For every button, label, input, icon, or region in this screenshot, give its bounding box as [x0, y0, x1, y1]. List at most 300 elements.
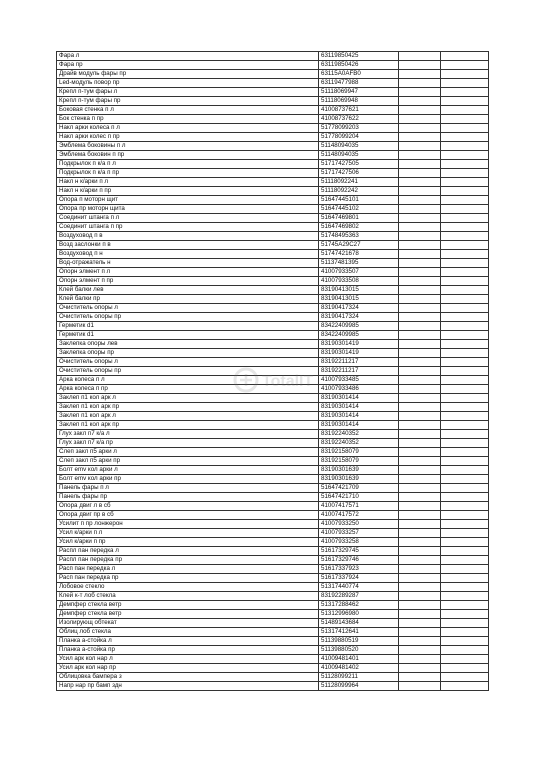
empty-cell-a — [399, 385, 441, 394]
empty-cell-b — [441, 358, 489, 367]
part-number-cell: 51717427506 — [319, 169, 399, 178]
empty-cell-b — [441, 268, 489, 277]
table-row — [57, 412, 489, 421]
part-name-cell: Накл арки колес п пр — [57, 133, 319, 142]
part-number-cell: 51647421710 — [319, 493, 399, 502]
part-name-cell: Лобовое стекло — [57, 583, 319, 592]
part-number-cell: 51148094035 — [319, 142, 399, 151]
empty-cell-b — [441, 313, 489, 322]
part-name-cell: Заклеп п1 кол арк л — [57, 412, 319, 421]
empty-cell-a — [399, 52, 441, 61]
table-row — [57, 457, 489, 466]
part-number-cell: 51748495363 — [319, 232, 399, 241]
empty-cell-a — [399, 79, 441, 88]
part-number-cell: 83422409985 — [319, 331, 399, 340]
table-row — [57, 169, 489, 178]
empty-cell-b — [441, 439, 489, 448]
empty-cell-a — [399, 142, 441, 151]
empty-cell-b — [441, 466, 489, 475]
empty-cell-a — [399, 520, 441, 529]
table-row — [57, 610, 489, 619]
empty-cell-b — [441, 349, 489, 358]
part-number-cell: 51128099211 — [319, 673, 399, 682]
part-name-cell: Соединит штанга п пр — [57, 223, 319, 232]
part-name-cell: Планка а-стойка пр — [57, 646, 319, 655]
part-number-cell: 51747421678 — [319, 250, 399, 259]
part-number-cell: 51317412641 — [319, 628, 399, 637]
table-row — [57, 187, 489, 196]
empty-cell-a — [399, 448, 441, 457]
table-row — [57, 223, 489, 232]
part-name-cell: Крепл п-тум фары л — [57, 88, 319, 97]
part-name-cell: Заклеп п1 кол арк пр — [57, 421, 319, 430]
table-row — [57, 259, 489, 268]
part-name-cell: Опора двиг пр в сб — [57, 511, 319, 520]
empty-cell-a — [399, 583, 441, 592]
part-name-cell: Клей балки пр — [57, 295, 319, 304]
part-name-cell: Очиститель опоры пр — [57, 313, 319, 322]
part-number-cell: 51139880519 — [319, 637, 399, 646]
part-number-cell: 51647445102 — [319, 205, 399, 214]
empty-cell-b — [441, 178, 489, 187]
empty-cell-b — [441, 196, 489, 205]
empty-cell-b — [441, 79, 489, 88]
part-number-cell: 41007417571 — [319, 502, 399, 511]
empty-cell-b — [441, 412, 489, 421]
part-number-cell: 83190301414 — [319, 412, 399, 421]
part-number-cell: 83190301414 — [319, 421, 399, 430]
empty-cell-b — [441, 628, 489, 637]
table-row — [57, 538, 489, 547]
table-row — [57, 520, 489, 529]
empty-cell-a — [399, 610, 441, 619]
watermark-text: TotalIT — [262, 373, 314, 390]
part-number-cell: 83190301419 — [319, 340, 399, 349]
empty-cell-b — [441, 394, 489, 403]
empty-cell-a — [399, 493, 441, 502]
table-row — [57, 151, 489, 160]
part-name-cell: Вод-отражатель н — [57, 259, 319, 268]
part-name-cell: Герметик d1 — [57, 331, 319, 340]
part-number-cell: 83190413015 — [319, 295, 399, 304]
part-number-cell: 41007933507 — [319, 268, 399, 277]
part-number-cell: 41009481401 — [319, 655, 399, 664]
table-row — [57, 349, 489, 358]
empty-cell-a — [399, 277, 441, 286]
part-name-cell: Драйв модуль фары пр — [57, 70, 319, 79]
empty-cell-a — [399, 475, 441, 484]
empty-cell-b — [441, 574, 489, 583]
empty-cell-a — [399, 376, 441, 385]
empty-cell-b — [441, 646, 489, 655]
table-row — [57, 52, 489, 61]
part-number-cell: 41007933486 — [319, 385, 399, 394]
empty-cell-b — [441, 331, 489, 340]
part-name-cell: Led-модуль повор пр — [57, 79, 319, 88]
part-name-cell: Фара л — [57, 52, 319, 61]
empty-cell-b — [441, 142, 489, 151]
part-number-cell: 51617337924 — [319, 574, 399, 583]
empty-cell-b — [441, 295, 489, 304]
part-number-cell: 51647469802 — [319, 223, 399, 232]
part-name-cell: Накл н к/арки п пр — [57, 187, 319, 196]
empty-cell-a — [399, 313, 441, 322]
table-row — [57, 106, 489, 115]
empty-cell-a — [399, 295, 441, 304]
part-number-cell: 51137481395 — [319, 259, 399, 268]
part-name-cell: Накл арки колеса п л — [57, 124, 319, 133]
empty-cell-a — [399, 250, 441, 259]
table-row — [57, 655, 489, 664]
empty-cell-b — [441, 538, 489, 547]
empty-cell-b — [441, 556, 489, 565]
part-name-cell: Усил к/арки п пр — [57, 538, 319, 547]
part-number-cell: 83190417324 — [319, 313, 399, 322]
part-name-cell: Глух закл п7 к/а л — [57, 430, 319, 439]
empty-cell-b — [441, 187, 489, 196]
table-row — [57, 178, 489, 187]
empty-cell-b — [441, 250, 489, 259]
part-name-cell: Облиц лоб стекла — [57, 628, 319, 637]
part-number-cell: 83190301419 — [319, 349, 399, 358]
part-number-cell: 51148094035 — [319, 151, 399, 160]
table-row — [57, 511, 489, 520]
empty-cell-a — [399, 511, 441, 520]
empty-cell-b — [441, 664, 489, 673]
empty-cell-a — [399, 304, 441, 313]
empty-cell-a — [399, 394, 441, 403]
empty-cell-b — [441, 601, 489, 610]
empty-cell-b — [441, 403, 489, 412]
part-name-cell: Клей балки лев — [57, 286, 319, 295]
part-number-cell: 83422409985 — [319, 322, 399, 331]
part-name-cell: Подкрылок п к/а п л — [57, 160, 319, 169]
empty-cell-b — [441, 304, 489, 313]
empty-cell-a — [399, 322, 441, 331]
part-number-cell: 51778099204 — [319, 133, 399, 142]
table-row — [57, 439, 489, 448]
table-row — [57, 313, 489, 322]
table-row — [57, 646, 489, 655]
part-name-cell: Заклепка опоры пр — [57, 349, 319, 358]
empty-cell-b — [441, 583, 489, 592]
part-name-cell: Распл пан передка пр — [57, 556, 319, 565]
table-row — [57, 304, 489, 313]
table-row — [57, 250, 489, 259]
part-number-cell: 83192240352 — [319, 430, 399, 439]
table-row — [57, 232, 489, 241]
part-name-cell: Усил арк кол нар л — [57, 655, 319, 664]
table-row — [57, 682, 489, 691]
part-name-cell: Клей к-т лоб стекла — [57, 592, 319, 601]
part-number-cell: 83192289287 — [319, 592, 399, 601]
part-name-cell: Возд заслонки п в — [57, 241, 319, 250]
table-row — [57, 385, 489, 394]
part-number-cell: 51617329745 — [319, 547, 399, 556]
part-number-cell: 63119850425 — [319, 52, 399, 61]
part-number-cell: 41009481402 — [319, 664, 399, 673]
table-row — [57, 205, 489, 214]
table-row — [57, 295, 489, 304]
part-name-cell: Расп пан передка л — [57, 565, 319, 574]
empty-cell-a — [399, 403, 441, 412]
table-row — [57, 448, 489, 457]
empty-cell-b — [441, 367, 489, 376]
empty-cell-a — [399, 574, 441, 583]
empty-cell-b — [441, 151, 489, 160]
empty-cell-a — [399, 430, 441, 439]
empty-cell-a — [399, 286, 441, 295]
empty-cell-a — [399, 160, 441, 169]
part-number-cell: 63119850426 — [319, 61, 399, 70]
part-number-cell: 41007933250 — [319, 520, 399, 529]
part-name-cell: Опора пр моторн щита — [57, 205, 319, 214]
empty-cell-b — [441, 655, 489, 664]
empty-cell-a — [399, 565, 441, 574]
empty-cell-a — [399, 223, 441, 232]
empty-cell-a — [399, 349, 441, 358]
part-name-cell: Эмблема боковины п л — [57, 142, 319, 151]
empty-cell-b — [441, 682, 489, 691]
empty-cell-a — [399, 556, 441, 565]
table-row — [57, 592, 489, 601]
empty-cell-a — [399, 655, 441, 664]
part-name-cell: Панель фары пр — [57, 493, 319, 502]
empty-cell-a — [399, 88, 441, 97]
empty-cell-b — [441, 286, 489, 295]
empty-cell-a — [399, 673, 441, 682]
table-row — [57, 214, 489, 223]
table-row — [57, 133, 489, 142]
table-row — [57, 637, 489, 646]
table-row — [57, 466, 489, 475]
part-number-cell: 51647469801 — [319, 214, 399, 223]
empty-cell-b — [441, 421, 489, 430]
table-row — [57, 502, 489, 511]
part-name-cell: Боковая стенка п л — [57, 106, 319, 115]
table-row — [57, 484, 489, 493]
table-row — [57, 529, 489, 538]
part-number-cell: 51139880520 — [319, 646, 399, 655]
empty-cell-b — [441, 511, 489, 520]
part-number-cell: 51617329746 — [319, 556, 399, 565]
table-row — [57, 367, 489, 376]
part-name-cell: Фара пр — [57, 61, 319, 70]
empty-cell-b — [441, 493, 489, 502]
empty-cell-a — [399, 214, 441, 223]
part-name-cell: Соединит штанга п л — [57, 214, 319, 223]
part-number-cell: 83192158079 — [319, 448, 399, 457]
part-number-cell: 41007933257 — [319, 529, 399, 538]
table-row — [57, 574, 489, 583]
empty-cell-b — [441, 430, 489, 439]
empty-cell-a — [399, 682, 441, 691]
table-row — [57, 664, 489, 673]
empty-cell-a — [399, 646, 441, 655]
empty-cell-a — [399, 421, 441, 430]
empty-cell-a — [399, 259, 441, 268]
part-name-cell: Расп пан передка пр — [57, 574, 319, 583]
table-row — [57, 61, 489, 70]
table-row — [57, 88, 489, 97]
parts-table — [56, 51, 489, 691]
empty-cell-b — [441, 547, 489, 556]
empty-cell-b — [441, 124, 489, 133]
table-row — [57, 331, 489, 340]
empty-cell-b — [441, 97, 489, 106]
part-name-cell: Усилит п пр лонжерон — [57, 520, 319, 529]
empty-cell-b — [441, 673, 489, 682]
table-row — [57, 628, 489, 637]
empty-cell-b — [441, 214, 489, 223]
table-row — [57, 547, 489, 556]
empty-cell-b — [441, 385, 489, 394]
empty-cell-b — [441, 322, 489, 331]
part-number-cell: 83190417324 — [319, 304, 399, 313]
part-name-cell: Облицовка бампера з — [57, 673, 319, 682]
empty-cell-b — [441, 502, 489, 511]
part-number-cell: 41008737621 — [319, 106, 399, 115]
part-name-cell: Болт emv кол арки пр — [57, 475, 319, 484]
part-name-cell: Опора п моторн щит — [57, 196, 319, 205]
table-row — [57, 196, 489, 205]
table-row — [57, 115, 489, 124]
empty-cell-a — [399, 529, 441, 538]
table-row — [57, 142, 489, 151]
empty-cell-b — [441, 205, 489, 214]
table-row — [57, 430, 489, 439]
part-name-cell: Очиститель опоры пр — [57, 367, 319, 376]
part-number-cell: 51128099964 — [319, 682, 399, 691]
part-number-cell: 83192211217 — [319, 358, 399, 367]
table-row — [57, 277, 489, 286]
empty-cell-a — [399, 106, 441, 115]
part-number-cell: 51118069947 — [319, 88, 399, 97]
part-name-cell: Демпфер стекла ветр — [57, 610, 319, 619]
part-number-cell: 51489143684 — [319, 619, 399, 628]
part-name-cell: Заклеп п1 кол арк пр — [57, 403, 319, 412]
empty-cell-a — [399, 457, 441, 466]
empty-cell-a — [399, 268, 441, 277]
part-name-cell: Заклеп п1 кол арк л — [57, 394, 319, 403]
empty-cell-b — [441, 610, 489, 619]
part-number-cell: 63119477988 — [319, 79, 399, 88]
empty-cell-a — [399, 502, 441, 511]
empty-cell-a — [399, 466, 441, 475]
part-number-cell: 83190301639 — [319, 466, 399, 475]
part-name-cell: Заклепка опоры лев — [57, 340, 319, 349]
empty-cell-b — [441, 232, 489, 241]
part-number-cell: 51745A29C27 — [319, 241, 399, 250]
empty-cell-b — [441, 70, 489, 79]
part-number-cell: 83190301414 — [319, 394, 399, 403]
parts-table-body — [57, 52, 489, 691]
empty-cell-a — [399, 664, 441, 673]
part-number-cell: 41007933485 — [319, 376, 399, 385]
table-row — [57, 493, 489, 502]
part-name-cell: Воздуховод п н — [57, 250, 319, 259]
table-row — [57, 286, 489, 295]
empty-cell-a — [399, 70, 441, 79]
empty-cell-b — [441, 106, 489, 115]
part-number-cell: 51118092241 — [319, 178, 399, 187]
table-row — [57, 160, 489, 169]
empty-cell-b — [441, 376, 489, 385]
empty-cell-a — [399, 547, 441, 556]
part-name-cell: Подкрылок п к/а п пр — [57, 169, 319, 178]
part-number-cell: 51717427505 — [319, 160, 399, 169]
empty-cell-b — [441, 592, 489, 601]
table-row — [57, 268, 489, 277]
part-name-cell: Изолирующ обтекат — [57, 619, 319, 628]
part-number-cell: 41008737622 — [319, 115, 399, 124]
part-number-cell: 83190301639 — [319, 475, 399, 484]
part-name-cell: Распл пан передка л — [57, 547, 319, 556]
part-name-cell: Накл н к/арки п л — [57, 178, 319, 187]
part-name-cell: Бок стенка п пр — [57, 115, 319, 124]
table-row — [57, 403, 489, 412]
table-row — [57, 376, 489, 385]
empty-cell-b — [441, 88, 489, 97]
empty-cell-b — [441, 160, 489, 169]
table-row — [57, 322, 489, 331]
part-number-cell: 51118069948 — [319, 97, 399, 106]
part-name-cell: Очиститель опоры л — [57, 358, 319, 367]
part-number-cell: 41007417572 — [319, 511, 399, 520]
table-row — [57, 673, 489, 682]
part-name-cell: Воздуховод п в — [57, 232, 319, 241]
part-name-cell: Опорн элмент п пр — [57, 277, 319, 286]
empty-cell-b — [441, 115, 489, 124]
empty-cell-b — [441, 484, 489, 493]
empty-cell-a — [399, 331, 441, 340]
part-name-cell: Панель фары п л — [57, 484, 319, 493]
empty-cell-b — [441, 241, 489, 250]
empty-cell-a — [399, 124, 441, 133]
empty-cell-a — [399, 169, 441, 178]
table-row — [57, 421, 489, 430]
empty-cell-b — [441, 529, 489, 538]
table-row — [57, 556, 489, 565]
empty-cell-a — [399, 151, 441, 160]
part-name-cell: Планка а-стойка л — [57, 637, 319, 646]
empty-cell-a — [399, 232, 441, 241]
part-number-cell: 83192158079 — [319, 457, 399, 466]
empty-cell-a — [399, 439, 441, 448]
table-row — [57, 583, 489, 592]
empty-cell-a — [399, 358, 441, 367]
part-number-cell: 83190413015 — [319, 286, 399, 295]
part-number-cell: 51647421709 — [319, 484, 399, 493]
table-row — [57, 565, 489, 574]
empty-cell-a — [399, 97, 441, 106]
part-number-cell: 83192211217 — [319, 367, 399, 376]
part-name-cell: Слеп закл п5 арки л — [57, 448, 319, 457]
empty-cell-a — [399, 412, 441, 421]
part-name-cell: Опорн элмент п л — [57, 268, 319, 277]
part-number-cell: 51317440774 — [319, 583, 399, 592]
empty-cell-a — [399, 367, 441, 376]
empty-cell-a — [399, 196, 441, 205]
empty-cell-a — [399, 592, 441, 601]
empty-cell-b — [441, 259, 489, 268]
part-name-cell: Напр нар пр бамп здн — [57, 682, 319, 691]
empty-cell-a — [399, 484, 441, 493]
empty-cell-a — [399, 619, 441, 628]
empty-cell-a — [399, 115, 441, 124]
empty-cell-b — [441, 448, 489, 457]
empty-cell-b — [441, 133, 489, 142]
